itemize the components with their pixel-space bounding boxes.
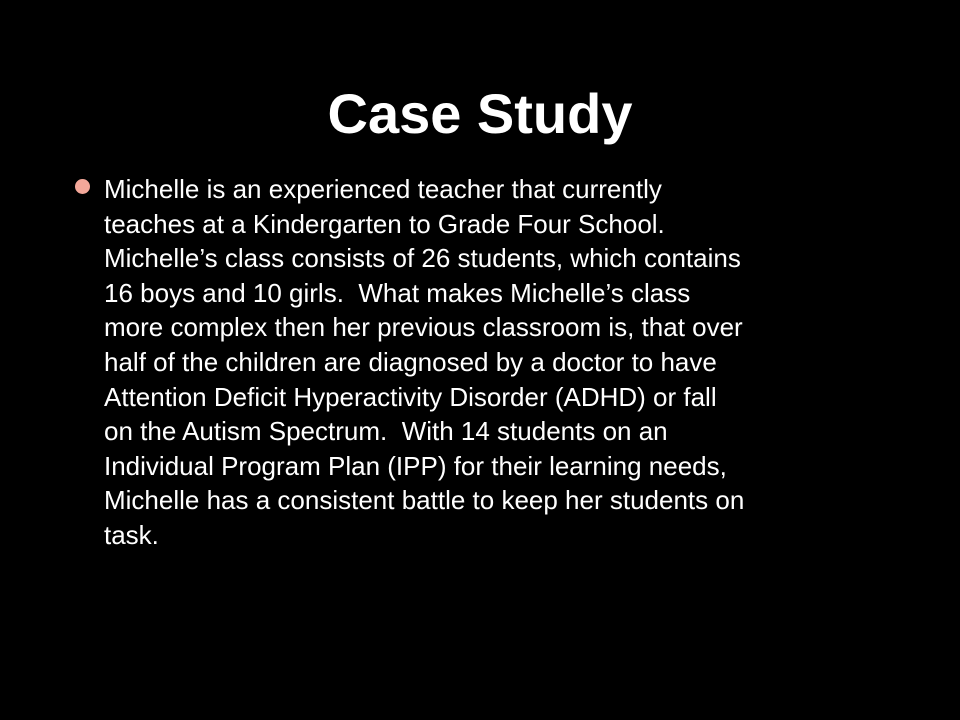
bullet-line: task. <box>104 519 159 550</box>
bullet-list <box>75 172 900 553</box>
bullet-line: Michelle has a consistent battle to keep her students on <box>104 485 745 516</box>
bullet-item <box>75 172 900 553</box>
bullet-line: teaches at a Kindergarten to Grade Four School. <box>104 208 665 239</box>
bullet-line: more complex then her previous classroom is, that over <box>104 312 743 343</box>
bullet-line: Michelle’s class consists of 26 students, which contains <box>104 243 741 274</box>
slide-title: Case Study <box>327 82 633 145</box>
bullet-text <box>104 172 900 553</box>
bullet-dot-icon <box>75 179 90 194</box>
bullet-line: Michelle is an experienced teacher that currently <box>104 174 662 204</box>
bullet-line: 16 boys and 10 girls. What makes Michelle’s class <box>104 277 691 308</box>
bullet-line: half of the children are diagnosed by a doctor to have <box>104 346 717 377</box>
bullet-line: Individual Program Plan (IPP) for their learning needs, <box>104 450 727 481</box>
bullet-line: on the Autism Spectrum. With 14 students on an <box>104 416 668 447</box>
bullet-line: Attention Deficit Hyperactivity Disorder (ADHD) or fall <box>104 381 717 412</box>
